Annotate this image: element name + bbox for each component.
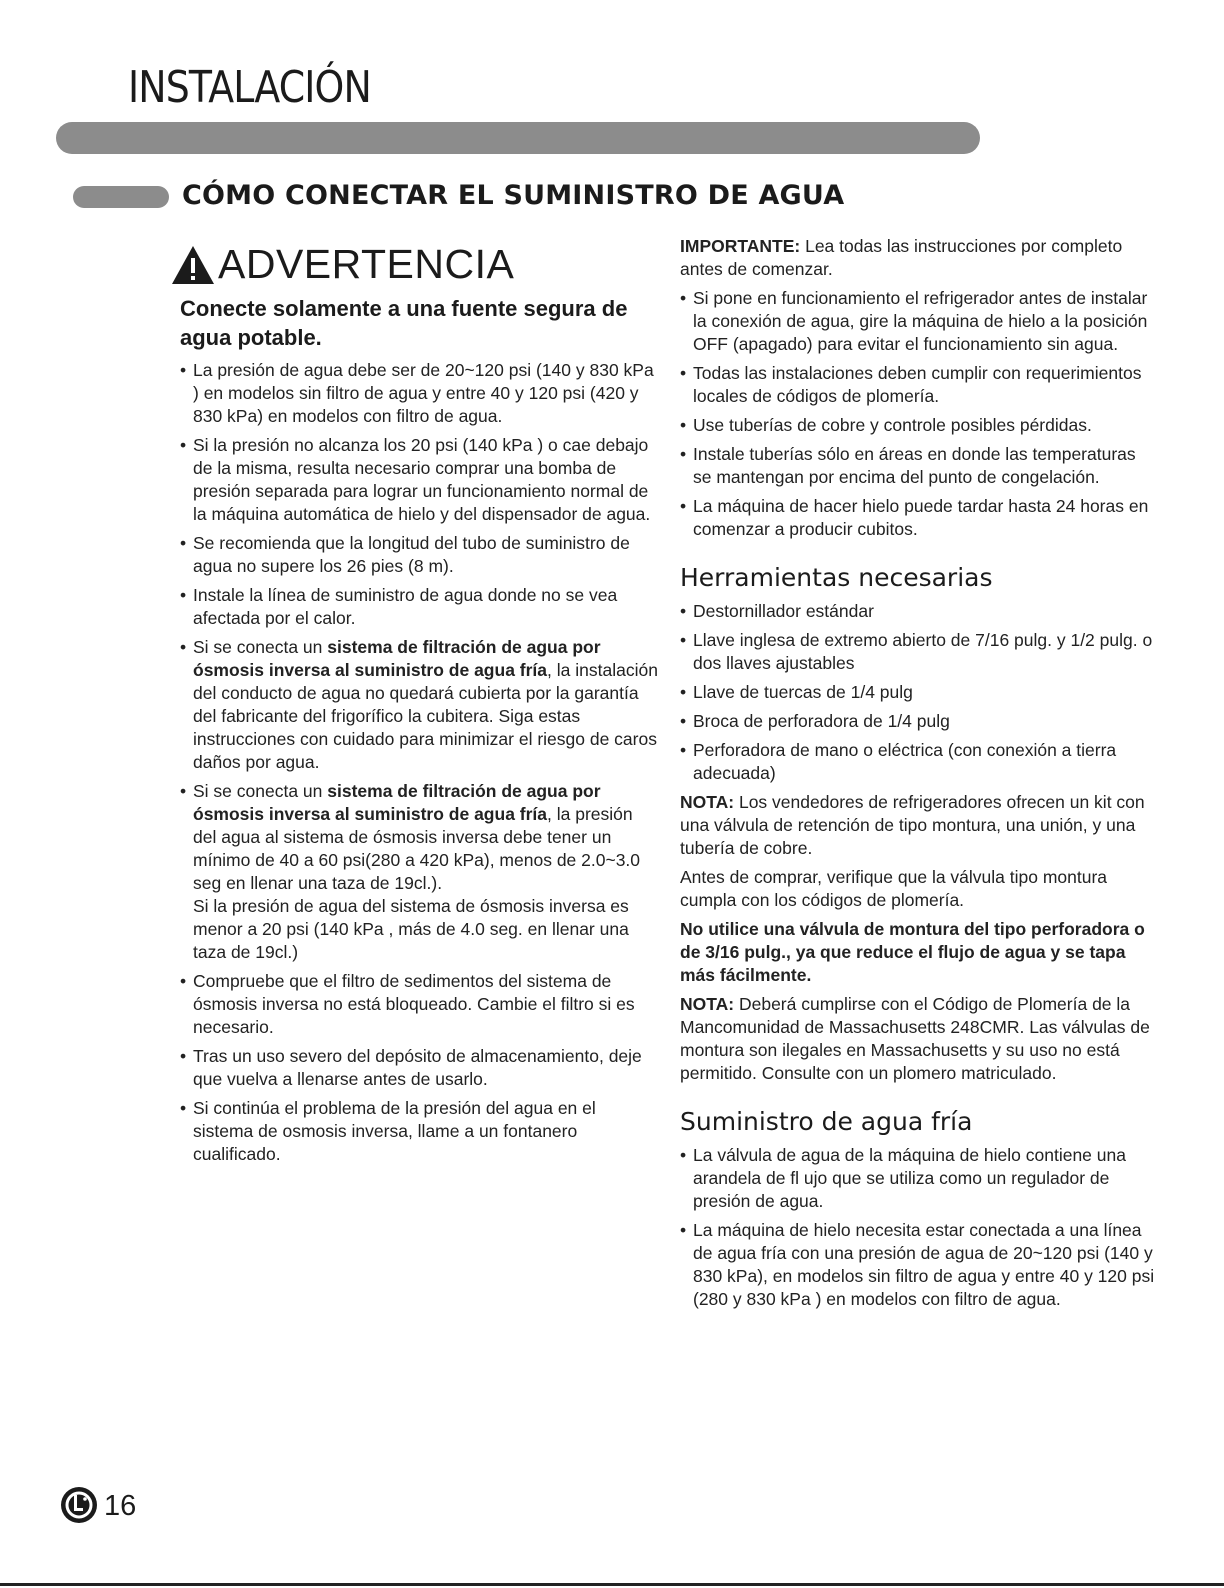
page-title: INSTALACIÓN — [128, 62, 371, 113]
list-item: • Instale la línea de suministro de agua donde no se vea afectada por el calor. — [180, 584, 658, 630]
important-text: Lea todas las instrucciones por completo antes de comenzar. — [680, 236, 1123, 279]
tools-heading: Herramientas necesarias — [680, 563, 993, 592]
note-label: NOTA: — [680, 792, 735, 812]
list-item — [180, 780, 658, 964]
list-item-bold-text: sistema de filtración de agua por ósmosis inversa al suministro de agua fría — [193, 781, 601, 824]
bottom-rule — [0, 1583, 1224, 1586]
section-marker — [73, 186, 169, 208]
warning-list — [180, 359, 658, 1166]
warning-title: ADVERTENCIA — [218, 241, 515, 287]
list-item: • Perforadora de mano o eléctrica (con conexión a tierra adecuada) — [680, 739, 1158, 785]
list-item-text: Si se conecta un — [193, 637, 328, 657]
note-paragraph — [680, 993, 1158, 1085]
note-text: Los vendedores de refrigeradores ofrecen un kit con una válvula de retención de tipo montura, una unión, y una tubería de cobre. — [680, 792, 1145, 858]
purchase-paragraph: Antes de comprar, verifique que la válvula tipo montura cumpla con los códigos de plomería. — [680, 867, 1108, 910]
list-item: • Llave inglesa de extremo abierto de 7/16 pulg. y 1/2 pulg. o dos llaves ajustables — [680, 629, 1158, 675]
note-paragraph — [680, 791, 1158, 860]
section-heading: CÓMO CONECTAR EL SUMINISTRO DE AGUA — [182, 180, 845, 211]
right-column — [680, 235, 1158, 1317]
warning-triangle-icon — [170, 244, 216, 286]
important-label: IMPORTANTE: — [680, 236, 801, 256]
list-item: • Broca de perforadora de 1/4 pulg — [680, 710, 1158, 733]
list-item: • Si la presión no alcanza los 20 psi (140 kPa ) o cae debajo de la misma, resulta necesario comprar una bomba de presión separada para lograr un funcionamiento normal de la máquina automática de hielo y del dispensador de agua. — [180, 434, 658, 526]
list-item-extra-text: Si la presión de agua del sistema de ósmosis inversa es menor a 20 psi (140 kPa , más de 4.0 seg. en llenar una taza de 19cl.) — [193, 896, 629, 962]
list-item: • La máquina de hielo necesita estar conectada a una línea de agua fría con una presión de agua de 20~120 psi (140 y 830 kPa), en modelos sin filtro de agua y entre 40 y 120 psi (280 y 830 kPa ) en modelos con filtro de agua. — [680, 1219, 1158, 1311]
list-item — [180, 636, 658, 774]
list-item-bold-text: sistema de filtración de agua por ósmosis inversa al suministro de agua fría — [193, 637, 601, 680]
page-number: 16 — [104, 1490, 137, 1522]
list-item: • Llave de tuercas de 1/4 pulg — [680, 681, 1158, 704]
list-item: • Tras un uso severo del depósito de almacenamiento, deje que vuelva a llenarse antes de usarlo. — [180, 1045, 658, 1091]
cold-water-list — [680, 1144, 1158, 1311]
list-item: • Use tuberías de cobre y controle posibles pérdidas. — [680, 414, 1158, 437]
note-text: Deberá cumplirse con el Código de Plomería de la Mancomunidad de Massachusetts 248CMR. Las válvulas de montura son ilegales en Massachusetts y su uso no está permitido. Consulte con un plomero matriculado. — [680, 994, 1150, 1083]
important-note — [680, 235, 1158, 281]
title-bar-divider — [56, 122, 980, 154]
warning-subtitle: Conecte solamente a una fuente segura de agua potable. — [180, 296, 628, 350]
lg-logo-icon — [60, 1486, 98, 1524]
list-item: • Todas las instalaciones deben cumplir con requerimientos locales de códigos de plomería. — [680, 362, 1158, 408]
list-item: • La válvula de agua de la máquina de hielo contiene una arandela de fl ujo que se utiliza como un regulador de presión de agua. — [680, 1144, 1158, 1213]
cold-water-heading: Suministro de agua fría — [680, 1107, 973, 1136]
warning-header — [170, 232, 658, 286]
tools-list — [680, 600, 1158, 785]
note-label: NOTA: — [680, 994, 735, 1014]
list-item-text: Si se conecta un — [193, 781, 328, 801]
list-item: • La máquina de hacer hielo puede tardar hasta 24 horas en comenzar a producir cubitos. — [680, 495, 1158, 541]
list-item: • Si continúa el problema de la presión del agua en el sistema de osmosis inversa, llame a un fontanero cualificado. — [180, 1097, 658, 1166]
list-item: • Compruebe que el filtro de sedimentos del sistema de ósmosis inversa no está bloqueado. Cambie el filtro si es necesario. — [180, 970, 658, 1039]
list-item-text: , la presión del agua al sistema de ósmosis inversa debe tener un mínimo de 40 a 60 psi(280 a 420 kPa), menos de 2.0~3.0 seg en llenar una taza de 19cl.). — [193, 804, 641, 893]
list-item: • Se recomienda que la longitud del tubo de suministro de agua no supere los 26 pies (8 m). — [180, 532, 658, 578]
list-item: • La presión de agua debe ser de 20~120 psi (140 y 830 kPa ) en modelos sin filtro de agua y entre 40 y 120 psi (420 y 830 kPa) en modelos con filtro de agua. — [180, 359, 658, 428]
list-item-text: , la instalación del conducto de agua no quedará cubierta por la garantía del fabricante del frigorífico la cubitera. Siga estas instrucciones con cuidado para minimizar el riesgo de caros daños por agua. — [193, 660, 658, 772]
saddle-valve-warning: No utilice una válvula de montura del tipo perforadora o de 3/16 pulg., ya que reduce el flujo de agua y se tapa más fácilmente. — [680, 919, 1145, 985]
left-column — [180, 232, 658, 1172]
list-item: • Si pone en funcionamiento el refrigerador antes de instalar la conexión de agua, gire la máquina de hielo a la posición OFF (apagado) para evitar el funcionamiento sin agua. — [680, 287, 1158, 356]
list-item: • Destornillador estándar — [680, 600, 1158, 623]
list-item: • Instale tuberías sólo en áreas en donde las temperaturas se mantengan por encima del punto de congelación. — [680, 443, 1158, 489]
important-list — [680, 287, 1158, 541]
